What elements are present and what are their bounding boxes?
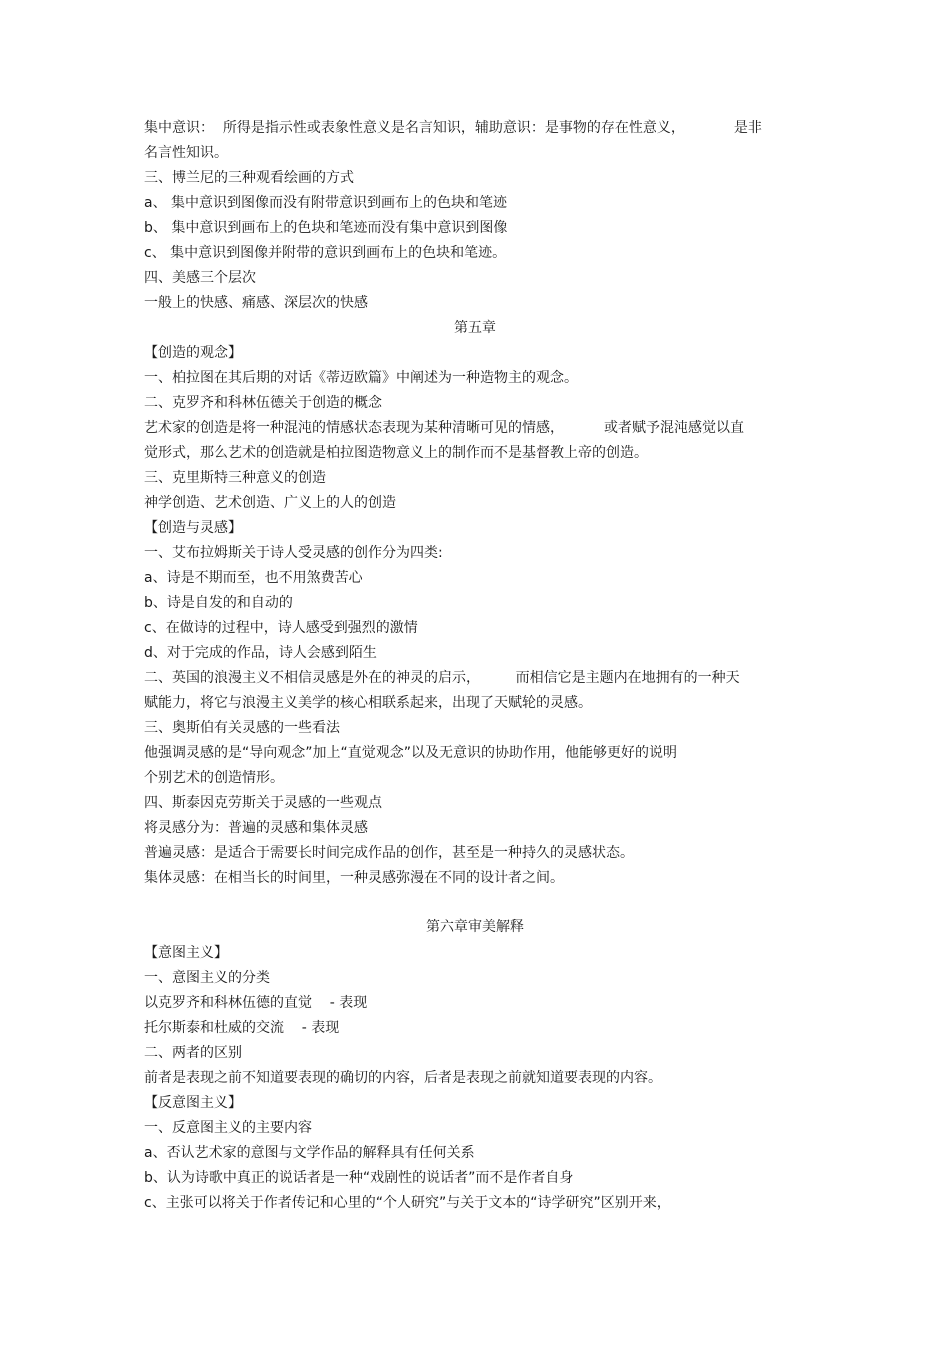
section-heading: 四、斯泰因克劳斯关于灵感的一些观点 <box>144 795 382 811</box>
section-heading: 二、克罗齐和科林伍德关于创造的概念 <box>144 395 382 411</box>
section-heading: 一、艾布拉姆斯关于诗人受灵感的创作分为四类: <box>144 545 443 561</box>
text-line: 个别艺术的创造情形。 <box>144 770 284 786</box>
text-line: 二、英国的浪漫主义不相信灵感是外在的神灵的启示， 而相信它是主题内在地拥有的一种天 <box>144 670 740 686</box>
bracket-heading: 【意图主义】 <box>144 945 228 961</box>
list-item: c、在做诗的过程中，诗人感受到强烈的激情 <box>144 620 418 636</box>
list-item: a、诗是不期而至，也不用煞费苦心 <box>144 570 363 586</box>
list-item: c、主张可以将关于作者传记和心里的“个人研究”与关于文本的“诗学研究”区别开来， <box>144 1195 671 1211</box>
text-line: 以克罗齐和科林伍德的直觉 - 表现 <box>144 995 368 1011</box>
section-heading: 二、两者的区别 <box>144 1045 242 1061</box>
text-line: 艺术家的创造是将一种混沌的情感状态表现为某种清晰可见的情感， 或者赋予混沌感觉以直 <box>144 420 745 436</box>
section-heading: 三、克里斯特三种意义的创造 <box>144 470 326 486</box>
text-line: 一、柏拉图在其后期的对话《蒂迈欧篇》中阐述为一种造物主的观念。 <box>144 370 578 386</box>
list-item: b、认为诗歌中真正的说话者是一种“戏剧性的说话者”而不是作者自身 <box>144 1170 574 1186</box>
section-heading: 三、博兰尼的三种观看绘画的方式 <box>144 170 354 186</box>
list-item: b、诗是自发的和自动的 <box>144 595 293 611</box>
list-item: a、 集中意识到图像而没有附带意识到画布上的色块和笔迹 <box>144 195 508 211</box>
bracket-heading: 【创造与灵感】 <box>144 520 242 536</box>
text-line: 名言性知识。 <box>144 145 228 161</box>
list-item: b、 集中意识到画布上的色块和笔迹而没有集中意识到图像 <box>144 220 508 236</box>
bracket-heading: 【反意图主义】 <box>144 1095 242 1111</box>
text-line: 前者是表现之前不知道要表现的确切的内容，后者是表现之前就知道要表现的内容。 <box>144 1070 662 1086</box>
section-heading: 一、意图主义的分类 <box>144 970 270 986</box>
list-item: c、 集中意识到图像并附带的意识到画布上的色块和笔迹。 <box>144 245 507 261</box>
text-line: 集中意识： 所得是指示性或表象性意义是名言知识，辅助意识：是事物的存在性意义， 是非 <box>144 120 762 136</box>
list-item: a、否认艺术家的意图与文学作品的解释具有任何关系 <box>144 1145 475 1161</box>
chapter-title: 第五章 <box>454 320 496 336</box>
text-line: 觉形式，那么艺术的创造就是柏拉图造物意义上的制作而不是基督教上帝的创造。 <box>144 445 648 461</box>
text-line: 他强调灵感的是“导向观念”加上“直觉观念”以及无意识的协助作用，他能够更好的说明 <box>144 745 678 761</box>
text-line: 将灵感分为：普遍的灵感和集体灵感 <box>144 820 368 836</box>
text-line: 普遍灵感：是适合于需要长时间完成作品的创作，甚至是一种持久的灵感状态。 <box>144 845 634 861</box>
text-line: 赋能力，将它与浪漫主义美学的核心相联系起来，出现了天赋轮的灵感。 <box>144 695 592 711</box>
chapter-title: 第六章审美解释 <box>426 919 524 935</box>
text-line: 托尔斯泰和杜威的交流 - 表现 <box>144 1020 340 1036</box>
text-line: 集体灵感：在相当长的时间里，一种灵感弥漫在不同的设计者之间。 <box>144 870 564 886</box>
section-heading: 一、反意图主义的主要内容 <box>144 1120 312 1136</box>
text-line: 神学创造、艺术创造、广义上的人的创造 <box>144 495 396 511</box>
section-heading: 三、奥斯伯有关灵感的一些看法 <box>144 720 340 736</box>
bracket-heading: 【创造的观念】 <box>144 345 242 361</box>
section-heading: 四、美感三个层次 <box>144 270 256 286</box>
text-line: 一般上的快感、痛感、深层次的快感 <box>144 295 368 311</box>
list-item: d、对于完成的作品，诗人会感到陌生 <box>144 645 377 661</box>
